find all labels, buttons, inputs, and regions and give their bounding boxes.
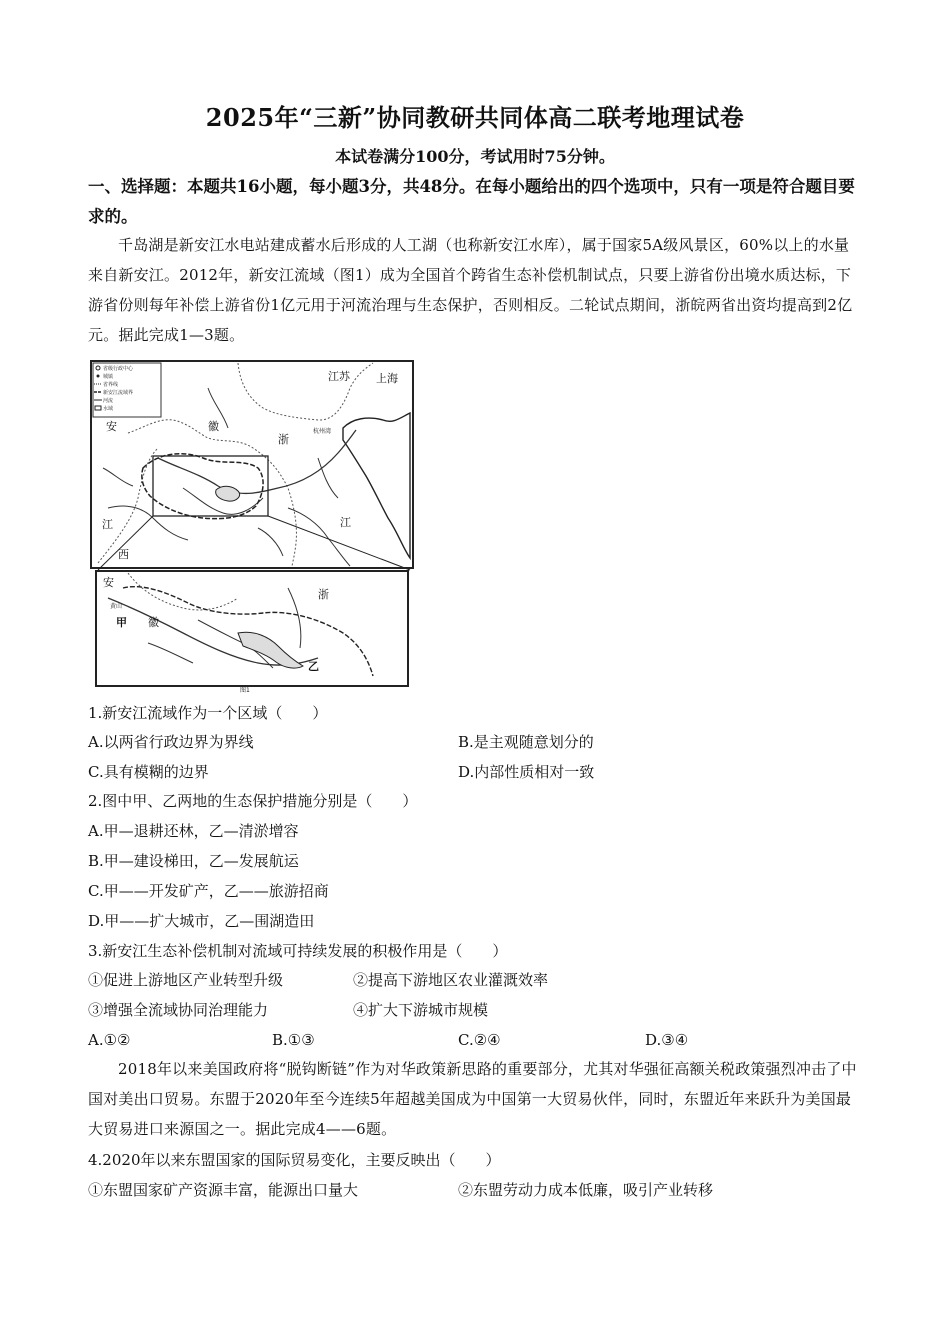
xinanjiang-basin-map xyxy=(88,358,418,693)
label-yi: 乙 xyxy=(308,660,319,673)
label-hui-inset: 徽 xyxy=(148,616,159,629)
q1-option-a: A.以两省行政边界为界线 xyxy=(88,733,254,751)
passage-2: 2018年以来美国政府将“脱钩断链”作为对华政策新思路的重要部分，尤其对华强征高额关税政策强烈冲击了中国对美出口贸易。东盟于2020年至今连续5年超越美国成为中国第一大贸易伙伴，同时，东盟近年来跃升为美国最大贸易进口来源国之一。据此完成4——6题。 xyxy=(88,1060,857,1138)
q1-option-c: C.具有模糊的边界 xyxy=(88,763,209,781)
legend-provincial-border: 省界线 xyxy=(103,382,119,388)
q3-option-a: A.①② xyxy=(88,1031,131,1049)
legend-river: 河流 xyxy=(103,398,114,404)
label-jia: 甲 xyxy=(116,616,127,629)
q3-statement-2: ②提高下游地区农业灌溉效率 xyxy=(353,971,549,989)
q2-option-b: B.甲—建设梯田，乙—发展航运 xyxy=(88,852,299,870)
label-an: 安 xyxy=(106,420,117,433)
question-3: 3.新安江生态补偿机制对流域可持续发展的积极作用是（ ） xyxy=(88,942,508,960)
label-hui: 徽 xyxy=(208,420,219,433)
q1-option-b: B.是主观随意划分的 xyxy=(458,733,594,751)
label-zhe: 浙 xyxy=(278,433,289,446)
label-xi: 西 xyxy=(118,548,129,561)
q3-statement-3: ③增强全流域协同治理能力 xyxy=(88,1001,269,1019)
label-huangshan: 黄山 xyxy=(110,603,123,610)
q3-statement-1: ①促进上游地区产业转型升级 xyxy=(88,971,284,989)
legend-town: 城镇 xyxy=(103,374,114,380)
label-jiang-1: 江 xyxy=(102,518,113,531)
q3-option-c: C.②④ xyxy=(458,1031,501,1049)
legend-basin-border: 新安江流域界 xyxy=(103,390,134,396)
legend-water: 水域 xyxy=(103,406,114,412)
figure-caption: 图1 xyxy=(240,687,250,693)
section-heading: 一、选择题：本题共16小题，每小题3分，共48分。在每小题给出的四个选项中，只有一项是符合题目要求的。 xyxy=(88,177,855,226)
label-jiangsu: 江苏 xyxy=(328,370,350,383)
q4-statement-1: ①东盟国家矿产资源丰富，能源出口量大 xyxy=(88,1181,359,1199)
q2-option-a: A.甲—退耕还林，乙—清淤增容 xyxy=(88,822,299,840)
q3-statement-4: ④扩大下游城市规模 xyxy=(353,1001,489,1019)
q2-option-d: D.甲——扩大城市，乙—围湖造田 xyxy=(88,912,315,930)
q1-option-d: D.内部性质相对一致 xyxy=(458,763,595,781)
page-title: 2025年“三新”协同教研共同体高二联考地理试卷 xyxy=(205,103,745,132)
question-2: 2.图中甲、乙两地的生态保护措施分别是（ ） xyxy=(88,792,418,810)
q3-option-d: D.③④ xyxy=(645,1031,689,1049)
question-1: 1.新安江流域作为一个区域（ ） xyxy=(88,704,328,722)
label-hangzhou-bay: 杭州湾 xyxy=(313,428,332,435)
legend-capital: 省级行政中心 xyxy=(103,366,134,372)
label-jiang-2: 江 xyxy=(340,516,351,529)
label-zhe-inset: 浙 xyxy=(318,588,329,601)
q3-option-b: B.①③ xyxy=(272,1031,315,1049)
exam-info: 本试卷满分100分，考试用时75分钟。 xyxy=(335,147,615,166)
passage-1: 千岛湖是新安江水电站建成蓄水后形成的人工湖（也称新安江水库），属于国家5A级风景区，60%以上的水量来自新安江。2012年，新安江流域（图1）成为全国首个跨省生态补偿机制试点，只要上游省份出境水质达标，下游省份则每年补偿上游省份1亿元用于河流治理与生态保护，否则相反。二轮试点期间，浙皖两省出资均提高到2亿元。据此完成1—3题。 xyxy=(88,236,853,344)
label-an-inset: 安 xyxy=(103,576,114,589)
q2-option-c: C.甲——开发矿产，乙——旅游招商 xyxy=(88,882,329,900)
label-shanghai: 上海 xyxy=(376,372,398,385)
question-4: 4.2020年以来东盟国家的国际贸易变化，主要反映出（ ） xyxy=(88,1151,501,1169)
q4-statement-2: ②东盟劳动力成本低廉，吸引产业转移 xyxy=(458,1181,714,1199)
